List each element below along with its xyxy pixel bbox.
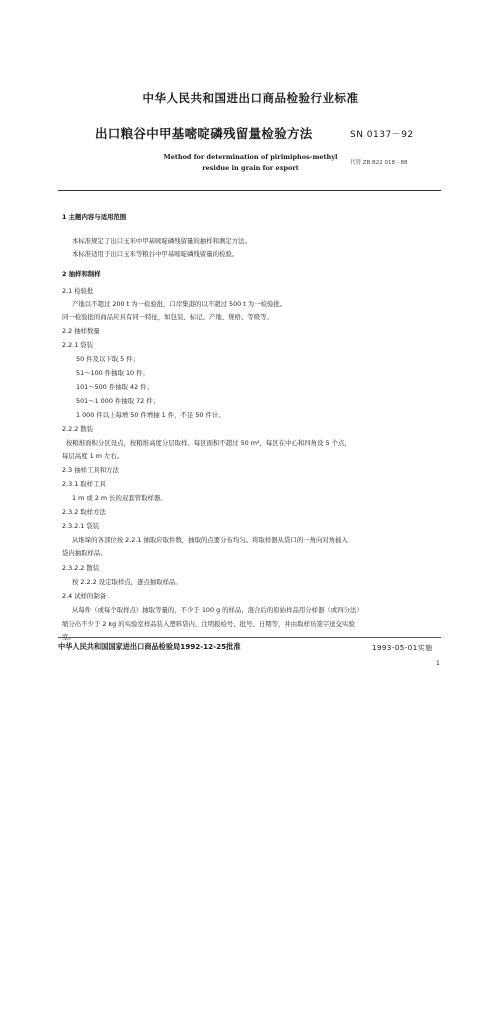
english-title-line-1: Method for determination of pirimiphos-methyl	[163, 153, 338, 161]
body-line: 产地以不超过 200 t 为一检验批，口岸集港的以不超过 500 t 为一检验批。	[72, 300, 287, 308]
effective-date: 1993-05-01实施	[372, 644, 433, 652]
standard-category-heading: 中华人民共和国进出口商品检验行业标准	[142, 91, 359, 105]
section-heading: 1 主题内容与适用范围	[62, 213, 127, 221]
body-line: 101～500 件抽取 42 件；	[76, 383, 153, 391]
english-title-line-2: residue in grain for export	[202, 164, 299, 172]
replaces-code: 代替 ZB B22 018 - 88	[350, 160, 408, 166]
body-line: 501～1 000 件抽取 72 件；	[76, 397, 160, 405]
section-heading: 2 抽样和制样	[62, 270, 101, 278]
body-line: 室。	[62, 633, 75, 641]
body-line: 本标准适用于出口玉米等粮谷中甲基嘧啶磷残留量的检验。	[72, 250, 239, 258]
body-line: 1 000 件以上每增 50 件增抽 1 件，不足 50 件计。	[76, 411, 225, 419]
body-line: 1 m 或 2 m 长的双套管取样器。	[72, 494, 167, 502]
body-line: 51～100 件抽取 10 件；	[76, 369, 149, 377]
body-line: 2.3.2 取样方法	[62, 508, 106, 516]
document-title: 出口粮谷中甲基嘧啶磷残留量检验方法	[95, 126, 313, 141]
approval-date: 中华人民共和国国家进出口商品检验局1992-12-25批准	[58, 642, 241, 651]
page-number: 1	[436, 660, 440, 667]
body-line: 2.4 试样的制备	[62, 592, 107, 600]
body-line: 同一检验批的商品应具有同一特征，如包装、标记、产地、规格、等级等。	[62, 313, 273, 321]
footer-divider	[58, 637, 441, 638]
body-line: 2.3.2.2 散装	[62, 564, 100, 572]
body-line: 袋内抽取样品。	[62, 549, 107, 557]
body-line: 2.1 检验批	[62, 287, 94, 295]
standard-code: SN 0137－92	[350, 130, 414, 140]
body-line: 从每件（或每个取样点）抽取等量的，不少于 100 g 的样品，混合后的原始样品用分样器（或四分法）	[72, 606, 363, 614]
body-line: 2.2.2 散装	[62, 425, 94, 433]
body-line: 2.3 抽样工具和方法	[62, 466, 119, 474]
body-line: 2.2 抽样数量	[62, 327, 100, 335]
body-line: 2.3.1 取样工具	[62, 480, 106, 488]
body-line: 本标准规定了出口玉米中甲基嘧啶磷残留量的抽样和测定方法。	[72, 237, 251, 245]
body-line: 按粮堆面积分区设点，按粮堆高度分层取样。每区面积不超过 50 m²，每区在中心和四角设 5 个点，	[66, 439, 351, 447]
body-line: 从堆垛的各部位按 2.2.1 抽取应取件数，抽取的点要分布均匀。将取样器从袋口的一角向对角插入	[72, 536, 348, 544]
body-line: 缩分出不少于 2 kg 的实验室样品装入塑料袋内，注明报检号、批号、日期等，并由取样员签字送交实验	[62, 620, 355, 628]
title-divider	[58, 190, 441, 191]
body-line: 每层高度 1 m 左右。	[62, 452, 124, 460]
body-line: 按 2.2.2 设定取样点，逐点抽取样品。	[72, 578, 182, 586]
body-line: 50 件及以下取 5 件；	[76, 355, 140, 363]
body-line: 2.3.2.1 袋装	[62, 522, 100, 530]
body-line: 2.2.1 袋装	[62, 341, 94, 349]
